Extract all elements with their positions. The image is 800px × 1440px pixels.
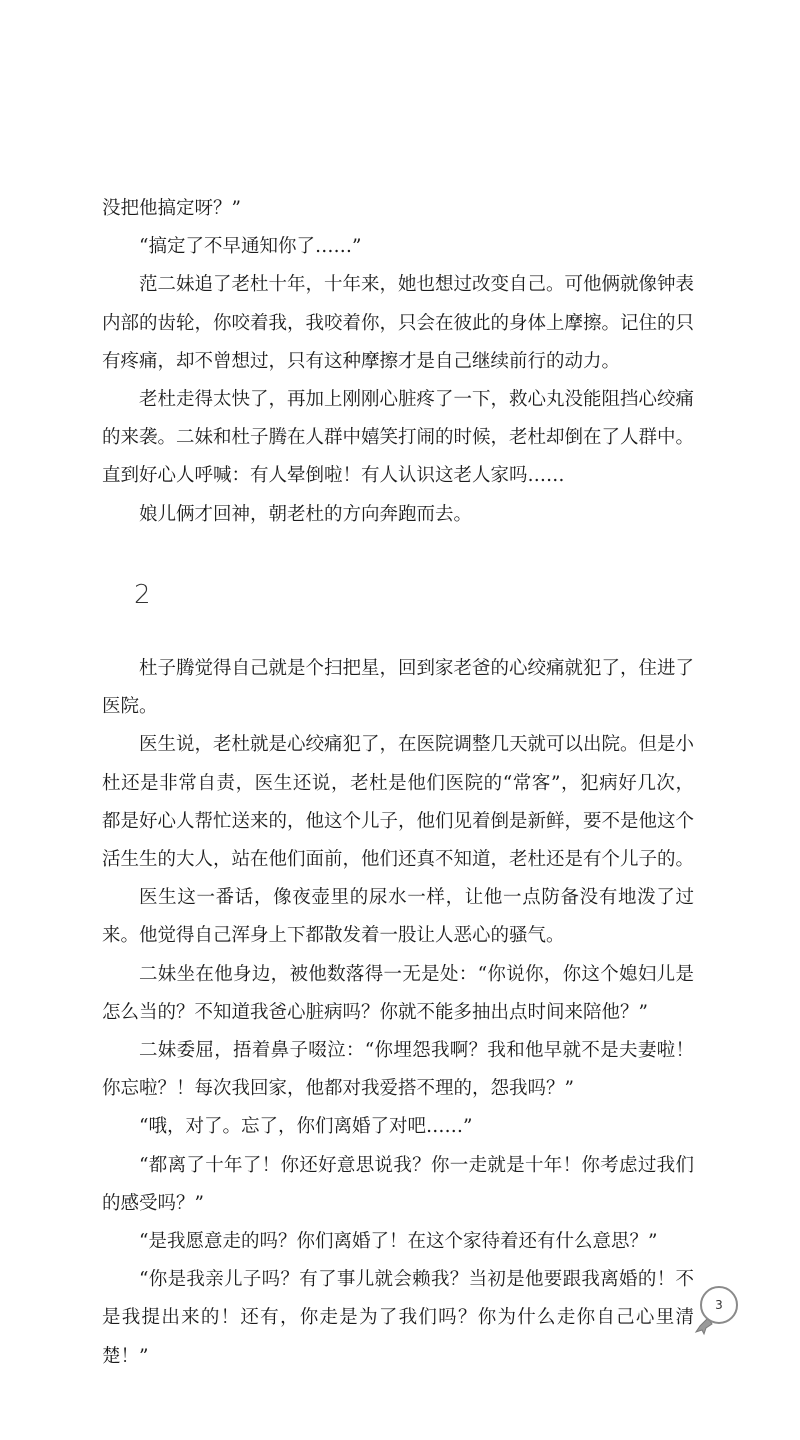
paragraph: 医生说，老杜就是心绞痛犯了，在医院调整几天就可以出院。但是小杜还是非常自责，医生还说，老杜是他们医院的“常客”，犯病好几次，都是好心人帮忙送来的，他这个儿子，他们见着倒是新鲜，要不是他这个活生生的大人，站在他们面前，他们还真不知道，老杜还是有个儿子的。 [102, 734, 695, 871]
section-two-text [102, 650, 694, 1376]
paragraph: 没把他搞定呀？” [102, 198, 241, 219]
paragraph: “哦，对了。忘了，你们离婚了对吧……” [139, 1116, 473, 1138]
paragraph: 娘儿俩才回神，朝老杜的方向奔跑而去。 [139, 503, 473, 525]
paragraph: 范二妹追了老杜十年，十年来，她也想过改变自己。可他俩就像钟表内部的齿轮，你咬着我，我咬着你，只会在彼此的身体上摩擦。记住的只有疼痛，却不曾想过，只有这种摩擦才是自己继续前行的动力。 [102, 274, 695, 372]
paragraph: 二妹委屈，捂着鼻子啜泣：“你埋怨我啊？我和他早就不是夫妻啦！你忘啦？！每次我回家，他都对我爱搭不理的，怨我吗？” [102, 1040, 694, 1100]
section-number: 2 [134, 580, 151, 610]
paragraph: “你是我亲儿子吗？有了事儿就会赖我？当初是他要跟我离婚的！不是我提出来的！还有，你走是为了我们吗？你为什么走你自己心里清楚！” [102, 1269, 694, 1367]
paragraph: 医生这一番话，像夜壶里的尿水一样，让他一点防备没有地泼了过来。他觉得自己浑身上下都散发着一股让人恶心的骚气。 [102, 887, 694, 947]
paragraph: “是我愿意走的吗？你们离婚了！在这个家待着还有什么意思？” [139, 1231, 658, 1253]
paragraph: “搞定了不早通知你了……” [139, 236, 362, 258]
paragraph: 杜子腾觉得自己就是个扫把星，回到家老爸的心绞痛就犯了，住进了医院。 [102, 658, 695, 718]
paragraph: 二妹坐在他身边，被他数落得一无是处：“你说你，你这个媳妇儿是怎么当的？不知道我爸心脏病吗？你就不能多抽出点时间来陪他？” [102, 963, 694, 1023]
section-one-text [102, 190, 694, 534]
paragraph: “都离了十年了！你还好意思说我？你一走就是十年！你考虑过我们的感受吗？” [102, 1154, 694, 1214]
paragraph: 老杜走得太快了，再加上刚刚心脏疼了一下，救心丸没能阻挡心绞痛的来袭。二妹和杜子腾在人群中嬉笑打闹的时候，老杜却倒在了人群中。直到好心人呼喊：有人晕倒啦！有人认识这老人家吗…… [102, 389, 695, 487]
page-number: 3 [715, 1298, 723, 1312]
page-number-badge [692, 1284, 742, 1340]
